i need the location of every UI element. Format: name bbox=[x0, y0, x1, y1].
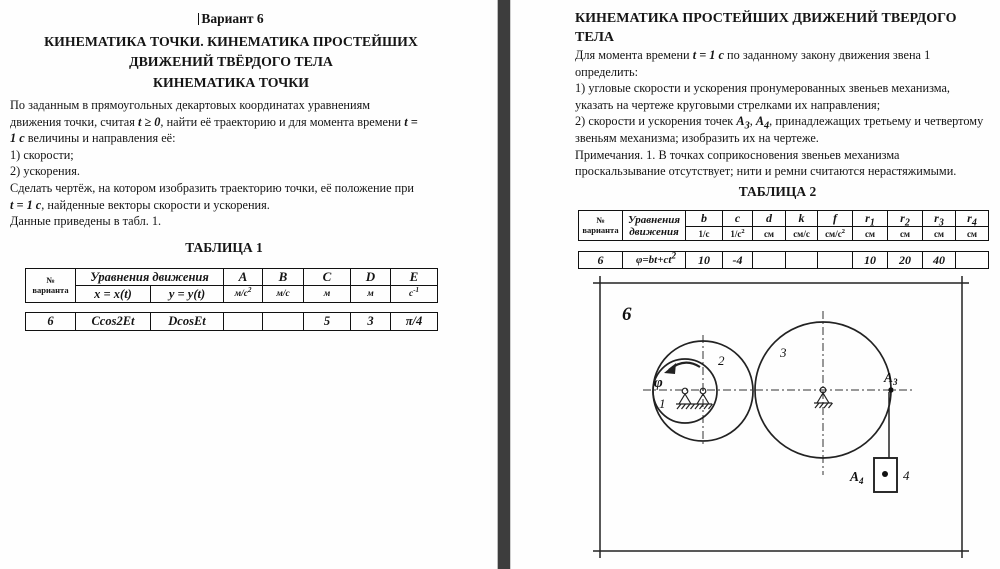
left-sub-heading: КИНЕМАТИКА ТОЧКИ bbox=[152, 75, 310, 90]
point-a3-dot bbox=[888, 387, 893, 392]
body-line bbox=[575, 147, 983, 164]
table-1-header bbox=[25, 268, 438, 303]
header-text: b bbox=[701, 211, 707, 225]
header-text: C bbox=[322, 269, 332, 284]
cell-D: 3 bbox=[351, 313, 391, 331]
unit-text: см/с bbox=[793, 228, 810, 239]
unit-text: м bbox=[367, 289, 374, 299]
body-line bbox=[575, 64, 983, 81]
unit-sup: 2 bbox=[841, 227, 845, 235]
body-text-emph: t = bbox=[404, 114, 418, 129]
body-text: По заданным в прямоугольных декартовых координатах уравнениям bbox=[10, 98, 371, 112]
body-text: определить: bbox=[575, 64, 639, 79]
point-a4-dot bbox=[882, 471, 888, 477]
right-main-heading bbox=[575, 9, 995, 47]
right-main-heading-line2: ТЕЛА bbox=[575, 30, 615, 45]
header-sub: 3 bbox=[938, 217, 944, 227]
body-text: звеньям механизма; изобразить их на чертеже. bbox=[575, 130, 819, 145]
link-2-label: 2 bbox=[718, 353, 725, 368]
link-3-label: 3 bbox=[780, 345, 787, 360]
right-main-heading-line1: КИНЕМАТИКА ПРОСТЕЙШИХ ДВИЖЕНИЙ ТВЕРДОГО bbox=[575, 11, 957, 26]
col-variant-header bbox=[26, 269, 76, 303]
unit-text: с bbox=[408, 289, 414, 299]
header-text: r bbox=[967, 211, 972, 225]
header-text: № bbox=[596, 215, 605, 225]
unit-sup: -1 bbox=[413, 285, 420, 294]
point-a4-ref bbox=[755, 114, 770, 132]
col-k-header bbox=[786, 211, 818, 227]
table-1-row-variant-6 bbox=[25, 312, 438, 331]
unit-text: м/с bbox=[234, 289, 248, 299]
body-line bbox=[10, 180, 418, 197]
body-text: , принадлежащих третьему и четвертому bbox=[769, 114, 984, 129]
label-sub: 4 bbox=[859, 476, 864, 486]
diagram-variant-number: 6 bbox=[622, 304, 632, 325]
unit-cell bbox=[723, 227, 753, 241]
cell-b: 10 bbox=[686, 252, 723, 269]
header-text: d bbox=[766, 211, 772, 225]
cell-c: -4 bbox=[723, 252, 753, 269]
unit-text: см bbox=[763, 228, 775, 239]
table-2-header bbox=[578, 210, 989, 241]
unit-cell bbox=[888, 227, 923, 241]
unit-cell bbox=[818, 227, 853, 241]
body-line bbox=[575, 130, 983, 147]
col-D-header bbox=[351, 269, 391, 286]
body-line bbox=[575, 80, 983, 97]
body-text-emph: A bbox=[755, 114, 765, 129]
col-C-header bbox=[304, 269, 351, 286]
link-1-label: 1 bbox=[659, 396, 666, 411]
body-text: Сделать чертёж, на котором изобразить траекторию точки, её положение при bbox=[10, 180, 414, 195]
cell-f bbox=[818, 252, 853, 269]
header-text: r bbox=[900, 211, 905, 225]
unit-text: 1/с bbox=[698, 228, 710, 239]
col-r3-header bbox=[923, 211, 956, 227]
cell-r4 bbox=[956, 252, 989, 269]
label-sub: 3 bbox=[893, 377, 898, 387]
col-B-header bbox=[263, 269, 304, 286]
wheel-1-circle bbox=[653, 359, 717, 423]
variant-title bbox=[10, 11, 452, 27]
header-text: c bbox=[734, 211, 741, 225]
body-text: 1) скорости; bbox=[10, 147, 74, 162]
body-text: , найденные векторы скорости и ускорения. bbox=[41, 197, 270, 212]
body-line bbox=[10, 97, 418, 114]
col-c-header bbox=[723, 211, 753, 227]
drawing-frame bbox=[593, 276, 969, 558]
body-line bbox=[10, 147, 418, 164]
body-text: , bbox=[749, 114, 756, 129]
body-line bbox=[575, 113, 983, 130]
phi-arrow-icon bbox=[664, 363, 700, 374]
col-E-header bbox=[391, 269, 438, 286]
phi-label: φ bbox=[654, 375, 663, 391]
unit-cell bbox=[786, 227, 818, 241]
label-text: A bbox=[850, 469, 860, 484]
unit-text: см bbox=[864, 228, 876, 239]
body-line bbox=[10, 130, 418, 147]
equation-sup: 2 bbox=[671, 251, 677, 261]
body-line bbox=[575, 97, 983, 114]
unit-text: см bbox=[933, 228, 945, 239]
col-equations-header: Уравнения движения bbox=[76, 269, 224, 286]
unit-text: м/с bbox=[276, 289, 290, 299]
body-line bbox=[575, 163, 983, 180]
body-line bbox=[575, 47, 983, 64]
unit-cell bbox=[686, 227, 723, 241]
body-text: , найти её траекторию и для момента времени bbox=[160, 114, 405, 129]
page-gutter-divider bbox=[497, 0, 511, 569]
variant-title-text: Вариант 6 bbox=[201, 11, 264, 26]
body-line bbox=[10, 213, 418, 230]
point-a3-ref bbox=[736, 114, 750, 132]
unit-text: см/с bbox=[825, 228, 842, 239]
col-r2-header bbox=[888, 211, 923, 227]
header-text: r bbox=[865, 211, 870, 225]
body-line bbox=[10, 114, 418, 131]
body-text-sub: 3 bbox=[744, 120, 750, 132]
body-text-emph: 1 с bbox=[10, 131, 25, 146]
left-main-heading bbox=[10, 32, 452, 71]
unit-text: м bbox=[323, 289, 331, 299]
unit-cell bbox=[224, 286, 263, 303]
header-text: k bbox=[798, 211, 805, 225]
header-text: варианта bbox=[582, 224, 619, 235]
body-text: 1) угловые скорости и ускорения пронумерованных звеньев механизма, bbox=[575, 81, 950, 96]
header-sub: 1 bbox=[869, 217, 875, 227]
body-line bbox=[10, 163, 418, 180]
cell-r3: 40 bbox=[923, 252, 956, 269]
unit-sup: 2 bbox=[741, 227, 745, 235]
text-cursor bbox=[198, 13, 199, 25]
header-text: B bbox=[278, 269, 288, 284]
body-text: указать на чертеже круговыми стрелками их направления; bbox=[575, 97, 881, 112]
col-r1-header bbox=[853, 211, 888, 227]
table-2-row-variant-6 bbox=[578, 251, 989, 269]
body-text-sub: 4 bbox=[764, 120, 770, 132]
body-text: Для момента времени bbox=[575, 48, 693, 62]
equation-text: φ=bt+ct bbox=[635, 254, 672, 266]
unit-cell bbox=[304, 286, 351, 303]
header-sub: 4 bbox=[971, 217, 977, 227]
cell-x-equation: Ccos2Et bbox=[76, 313, 151, 331]
cell-variant: 6 bbox=[26, 313, 76, 331]
body-text: по заданному закону движения звена 1 bbox=[723, 48, 931, 62]
unit-cell bbox=[753, 227, 786, 241]
body-text: проскальзывание отсутствует; нити и ремни считаются нерастяжимыми. bbox=[575, 164, 957, 179]
header-text: A bbox=[238, 269, 248, 284]
cell-k bbox=[786, 252, 818, 269]
col-A-header bbox=[224, 269, 263, 286]
cell-E: π/4 bbox=[391, 313, 438, 331]
body-line bbox=[10, 197, 418, 214]
header-text: № bbox=[46, 275, 55, 285]
col-f-header bbox=[818, 211, 853, 227]
col-r4-header bbox=[956, 211, 989, 227]
table-1-title: ТАБЛИЦА 1 bbox=[185, 240, 263, 255]
body-text: движения точки, считая bbox=[10, 114, 138, 129]
header-text: f bbox=[833, 211, 837, 225]
col-b-header bbox=[686, 211, 723, 227]
link-4-label: 4 bbox=[903, 468, 910, 483]
body-text: 2) скорости и ускорения точек bbox=[575, 114, 737, 129]
col-d-header bbox=[753, 211, 786, 227]
body-text-emph: t = 1 с bbox=[10, 197, 42, 212]
cell-B bbox=[263, 313, 304, 331]
unit-text: 1/с bbox=[730, 228, 742, 239]
col-x-header: x = x(t) bbox=[76, 286, 151, 303]
unit-sup: 2 bbox=[247, 285, 252, 294]
unit-cell bbox=[956, 227, 989, 241]
body-text: 2) ускорения. bbox=[10, 164, 80, 179]
body-text-emph: t = 1 с bbox=[692, 48, 724, 62]
unit-cell bbox=[351, 286, 391, 303]
cell-y-equation: DcosEt bbox=[151, 313, 224, 331]
point-a4-label bbox=[849, 469, 864, 486]
body-text: Примечания. 1. В точках соприкосновения звеньев механизма bbox=[575, 147, 900, 162]
label-text: A bbox=[884, 370, 894, 385]
table-2-title: ТАБЛИЦА 2 bbox=[738, 184, 817, 199]
body-text-emph: A bbox=[736, 114, 745, 129]
body-text: величины и направления её: bbox=[24, 131, 176, 146]
cell-C: 5 bbox=[304, 313, 351, 331]
unit-cell bbox=[391, 286, 438, 303]
unit-text: см bbox=[966, 228, 978, 239]
page-left bbox=[0, 0, 497, 569]
header-text: E bbox=[409, 269, 419, 284]
header-text: движения bbox=[629, 225, 679, 238]
left-main-heading-line1: КИНЕМАТИКА ТОЧКИ. КИНЕМАТИКА ПРОСТЕЙШИХ bbox=[44, 34, 418, 49]
cell-A bbox=[224, 313, 263, 331]
cell-phi-equation bbox=[623, 252, 686, 269]
col-variant-header bbox=[579, 211, 623, 241]
point-a3-label bbox=[883, 370, 898, 387]
unit-cell bbox=[263, 286, 304, 303]
cell-r2: 20 bbox=[888, 252, 923, 269]
cell-d bbox=[753, 252, 786, 269]
unit-text: см bbox=[899, 228, 911, 239]
table-row bbox=[26, 313, 438, 331]
header-text: r bbox=[934, 211, 939, 225]
header-text: варианта bbox=[32, 284, 69, 295]
support-wheel-1 bbox=[676, 388, 695, 409]
cell-r1: 10 bbox=[853, 252, 888, 269]
col-y-header: y = y(t) bbox=[151, 286, 224, 303]
cell-variant: 6 bbox=[579, 252, 623, 269]
right-body-text bbox=[575, 47, 983, 180]
header-sub: 2 bbox=[904, 217, 910, 227]
mechanism-diagram bbox=[580, 275, 1000, 569]
unit-cell bbox=[853, 227, 888, 241]
body-text: Данные приведены в табл. 1. bbox=[10, 214, 162, 229]
table-row bbox=[579, 252, 989, 269]
header-text: Уравнения bbox=[627, 213, 680, 226]
unit-cell bbox=[923, 227, 956, 241]
body-text-emph: t ≥ 0 bbox=[137, 114, 161, 129]
header-text: D bbox=[365, 269, 376, 284]
left-main-heading-line2: ДВИЖЕНИЙ ТВЁРДОГО ТЕЛА bbox=[129, 53, 333, 69]
col-equations-header bbox=[623, 211, 686, 241]
page-right bbox=[511, 0, 1000, 569]
left-body-text bbox=[10, 97, 418, 230]
